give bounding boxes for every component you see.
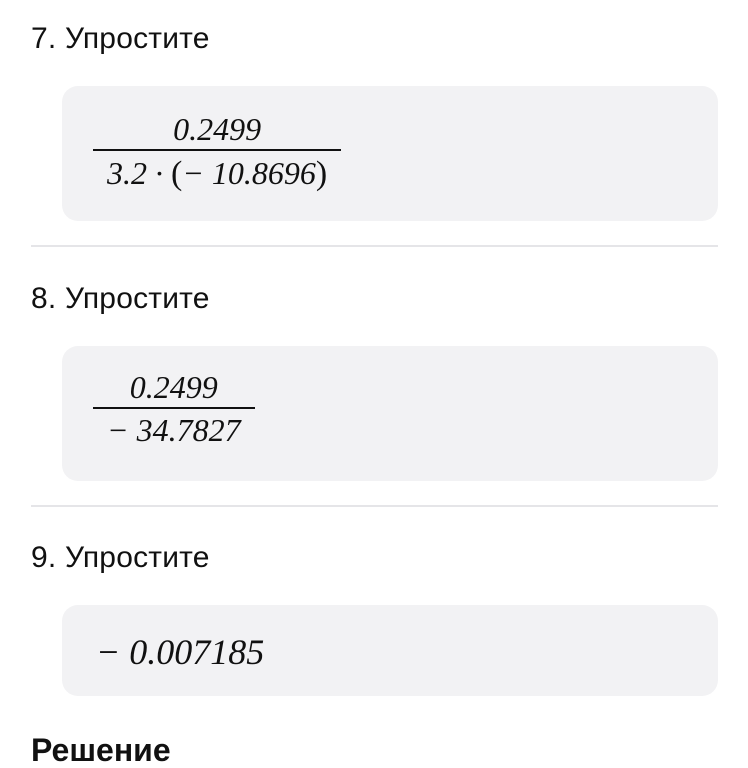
step-7-close-paren: )	[315, 155, 328, 193]
step-7-math-box	[62, 86, 718, 221]
step-9-result: − 0.007185	[96, 632, 265, 672]
solution-heading: Решение	[31, 732, 171, 768]
step-7-denominator-factor: 3.2 ·	[107, 155, 171, 192]
step-8-title: 8. Упростите	[31, 282, 210, 315]
divider-7-8	[31, 245, 718, 247]
divider-8-9	[31, 505, 718, 507]
step-7-numerator: 0.2499	[173, 111, 262, 147]
step-7-fraction	[93, 112, 341, 193]
step-9-math-box	[62, 605, 718, 696]
step-7-denominator-inner: − 10.8696	[182, 155, 316, 192]
step-8-fraction	[93, 370, 255, 448]
step-8-denominator: − 34.7827	[107, 412, 241, 449]
step-7-open-paren: (	[171, 155, 183, 193]
step-8-math-box	[62, 346, 718, 481]
step-8-numerator: 0.2499	[129, 369, 218, 405]
step-7-title: 7. Упростите	[31, 22, 210, 55]
step-7-denominator	[93, 151, 341, 192]
step-9-title: 9. Упростите	[31, 541, 210, 574]
